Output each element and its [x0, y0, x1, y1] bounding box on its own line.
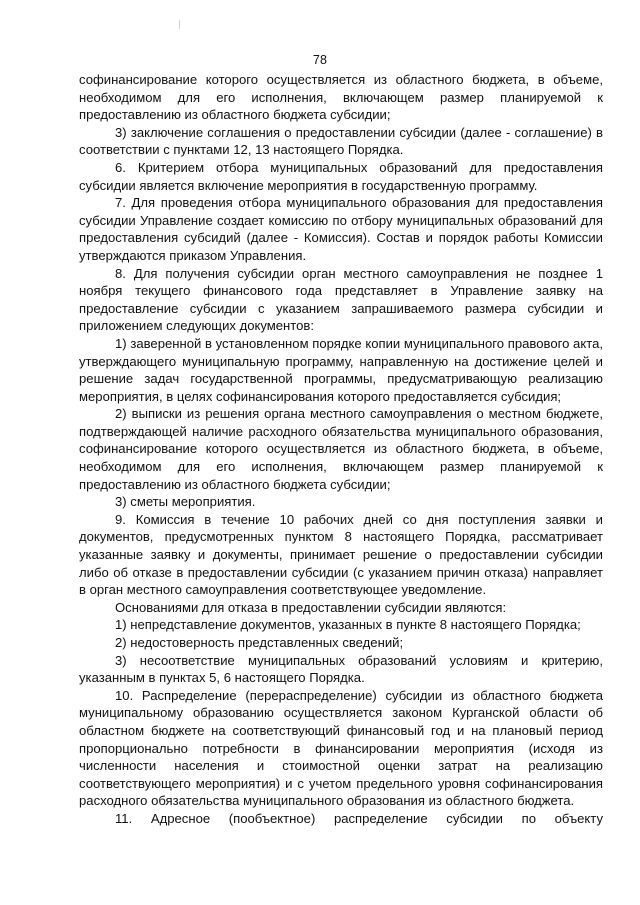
- paragraph-refusal-item-1: 1) непредставление документов, указанных в пункте 8 настоящего Порядка;: [115, 617, 581, 633]
- paragraph-continuation: софинансирование которого осуществляется из областного бюджета, в объеме, необходимом для его исполнения, включающем размер планируемой к предоставлению из областного бюджета субсидии;: [79, 72, 603, 123]
- paragraph-6-criterion: 6. Критерием отбора муниципальных образований для предоставления субсидии является включение мероприятия в государственную программу.: [79, 159, 603, 193]
- paragraph-7-commission: 7. Для проведения отбора муниципального образования для предоставления субсидии Управление создает комиссию по отбору муниципальных образований для предоставления субсидий (далее - Комиссия). Состав и порядок работы Комиссии утверждаются приказом Управления.: [79, 195, 603, 263]
- paragraph-refusal-item-2: 2) недостоверность представленных сведений;: [115, 635, 404, 650]
- paragraph-8-application: 8. Для получения субсидии орган местного самоуправления не позднее 1 ноября текущего финансового года представляет в Управление заявку на предоставление субсидии с указанием запрашиваемого размера субсидии и приложением следующих документов:: [79, 265, 603, 334]
- document-body: [79, 71, 603, 828]
- paragraph-10-distribution: 10. Распределение (перераспределение) субсидии из областного бюджета муниципальному образованию осуществляется законом Курганской области об областном бюджете на соответствующий финансовый год и на плановый период пропорционально потребности в финансировании мероприятия (исходя из численности населения и стоимостной оценки затрат на реализацию соответствующего мероприятия) и с учетом предельного уровня софинансирования расходного обязательства муниципального образования из областного бюджета.: [79, 687, 603, 809]
- paragraph-8-item-3: 3) сметы мероприятия.: [115, 494, 256, 510]
- paragraph-refusal-grounds: Основаниями для отказа в предоставлении субсидии являются:: [115, 599, 507, 615]
- paragraph-9-review: 9. Комиссия в течение 10 рабочих дней со дня поступления заявки и документов, предусмотренных пунктом 8 настоящего Порядка, рассматривает указанные заявку и документы, принимает решение о предоставлении субсидии либо об отказе в предоставлении субсидии (с указанием причин отказа) направляет в орган местного самоуправления соответствующее уведомление.: [79, 511, 603, 598]
- scan-mark: [179, 20, 180, 29]
- paragraph-item-3-agreement: 3) заключение соглашения о предоставлении субсидии (далее - соглашение) в соответствии с пунктами 12, 13 настоящего Порядка.: [79, 124, 603, 158]
- paragraph-8-item-2: 2) выписки из решения органа местного самоуправления о местном бюджете, подтверждающей наличие расходного обязательства муниципального образования, софинансирование которого осуществляется из областного бюджета, в объеме, необходимом для его исполнения, включающем размер планируемой к предоставлению из областного бюджета субсидии;: [79, 406, 603, 492]
- paragraph-8-item-1: 1) заверенной в установленном порядке копии муниципального правового акта, утверждающего муниципальную программу, направленную на достижение целей и решение задач государственной программы, предусматривающую реализацию мероприятия, в целях софинансирования которого предоставляется субсидия;: [79, 335, 603, 404]
- paragraph-refusal-item-3: 3) несоответствие муниципальных образований условиям и критерию, указанным в пунктах 5, 6 настоящего Порядка.: [79, 652, 603, 686]
- paragraph-11-allocation: 11. Адресное (пообъектное) распределение субсидии по объекту: [115, 810, 603, 826]
- page-number: 78: [312, 53, 328, 67]
